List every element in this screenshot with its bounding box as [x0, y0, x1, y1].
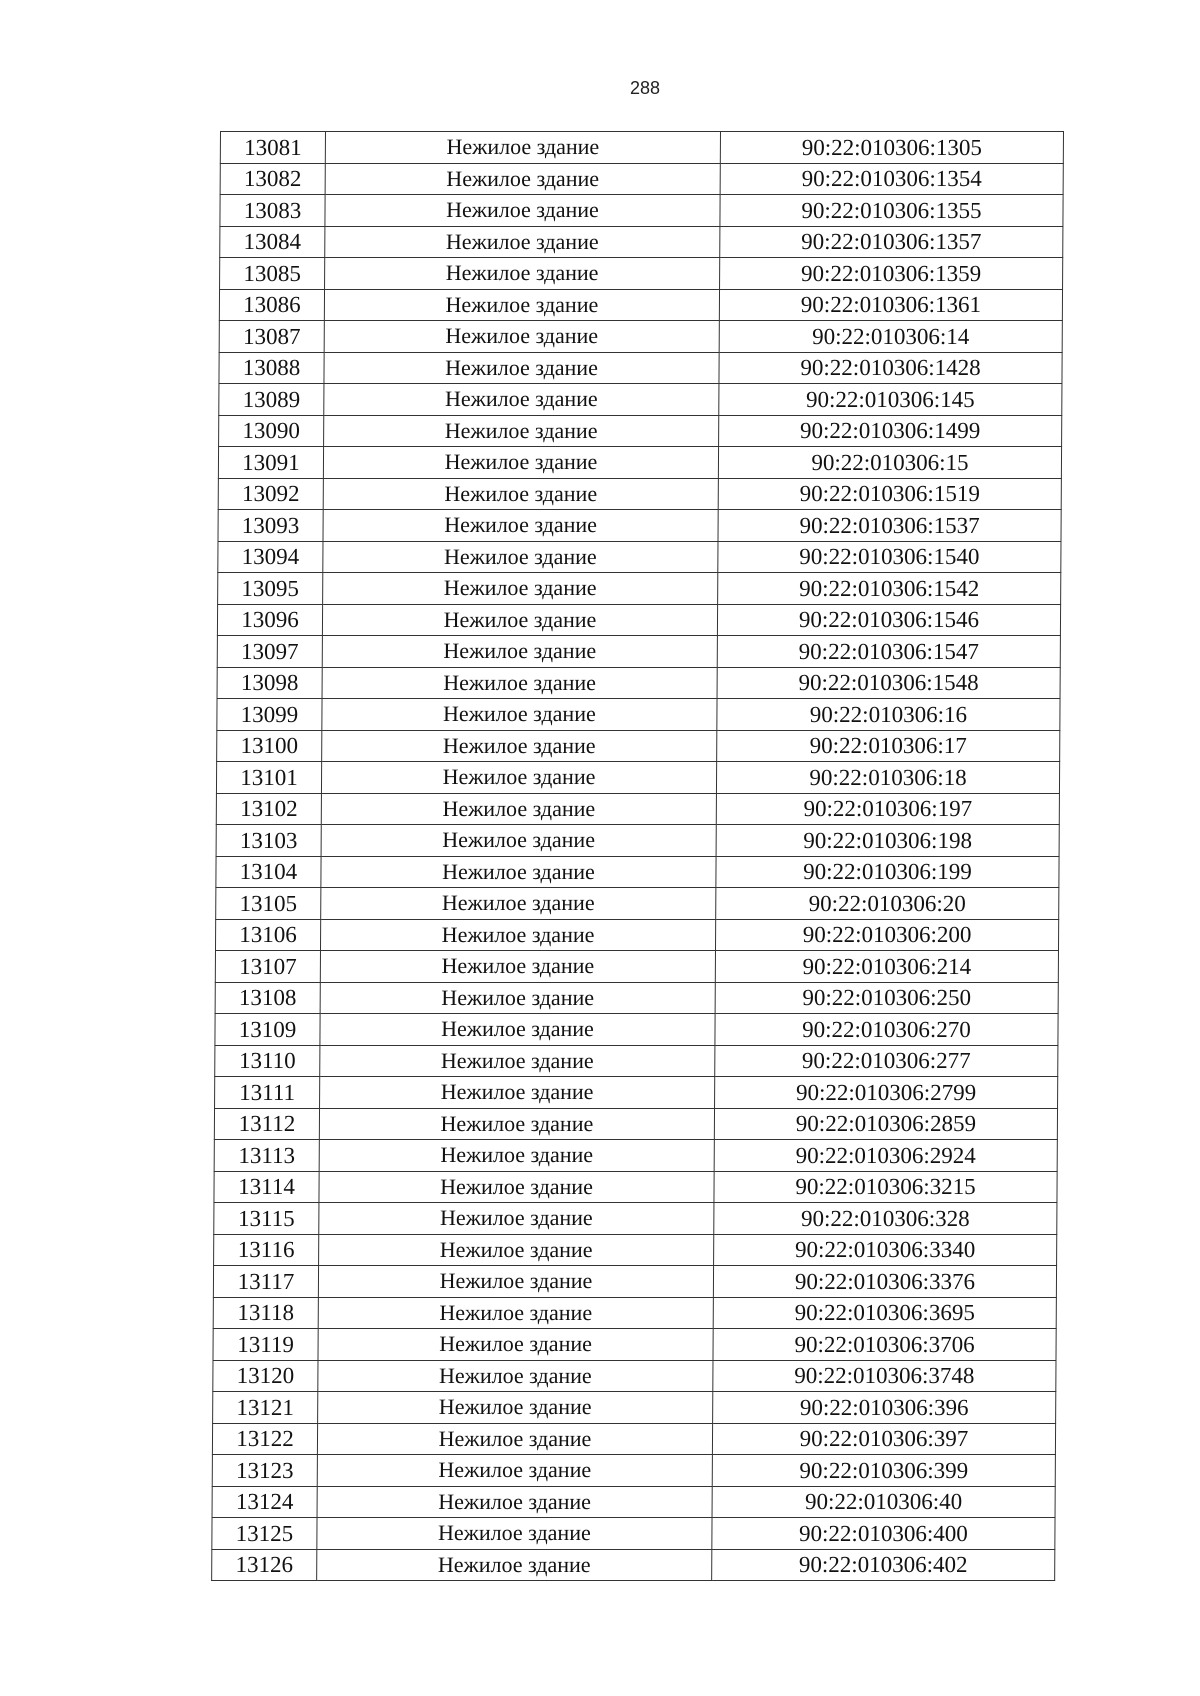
- row-number-cell: 13123: [212, 1455, 317, 1487]
- object-type-cell: Нежилое здание: [318, 1266, 713, 1298]
- table-row: [217, 604, 1060, 636]
- cadastral-number-cell: 90:22:010306:1355: [720, 195, 1063, 227]
- cadastral-number-cell: 90:22:010306:1361: [719, 289, 1062, 321]
- table-row: [218, 447, 1061, 479]
- row-number-cell: 13112: [214, 1108, 319, 1140]
- cadastral-number-cell: 90:22:010306:198: [716, 825, 1059, 857]
- table-row: [215, 951, 1058, 983]
- row-number-cell: 13119: [213, 1329, 318, 1361]
- object-type-cell: Нежилое здание: [325, 258, 720, 290]
- row-number-cell: 13113: [214, 1140, 319, 1172]
- table-row: [214, 1171, 1057, 1203]
- table-row: [213, 1297, 1056, 1329]
- cadastral-number-cell: 90:22:010306:1499: [719, 415, 1062, 447]
- object-type-cell: Нежилое здание: [323, 510, 718, 542]
- cadastral-number-cell: 90:22:010306:1428: [719, 352, 1062, 384]
- cadastral-number-cell: 90:22:010306:1546: [717, 604, 1060, 636]
- row-number-cell: 13115: [214, 1203, 319, 1235]
- table-row: [217, 730, 1060, 762]
- object-type-cell: Нежилое здание: [317, 1455, 712, 1487]
- object-type-cell: Нежилое здание: [322, 636, 717, 668]
- object-type-cell: Нежилое здание: [321, 888, 716, 920]
- table-body: [212, 132, 1064, 1581]
- cadastral-number-cell: 90:22:010306:3695: [713, 1297, 1056, 1329]
- row-number-cell: 13095: [218, 573, 323, 605]
- table-row: [212, 1455, 1055, 1487]
- object-type-cell: Нежилое здание: [324, 352, 719, 384]
- table-row: [219, 289, 1062, 321]
- row-number-cell: 13085: [220, 258, 325, 290]
- object-type-cell: Нежилое здание: [318, 1360, 713, 1392]
- row-number-cell: 13126: [212, 1549, 317, 1581]
- row-number-cell: 13097: [217, 636, 322, 668]
- table-row: [219, 384, 1062, 416]
- cadastral-number-cell: 90:22:010306:396: [713, 1392, 1056, 1424]
- cadastral-number-cell: 90:22:010306:1359: [720, 258, 1063, 290]
- table-row: [216, 888, 1059, 920]
- object-type-cell: Нежилое здание: [319, 1108, 714, 1140]
- row-number-cell: 13104: [216, 856, 321, 888]
- table-row: [216, 793, 1059, 825]
- cadastral-number-cell: 90:22:010306:270: [715, 1014, 1058, 1046]
- table-row: [215, 982, 1058, 1014]
- object-type-cell: Нежилое здание: [322, 667, 717, 699]
- row-number-cell: 13090: [219, 415, 324, 447]
- cadastral-number-cell: 90:22:010306:2859: [714, 1108, 1057, 1140]
- table-row: [218, 478, 1061, 510]
- object-type-cell: Нежилое здание: [320, 951, 715, 983]
- object-type-cell: Нежилое здание: [319, 1203, 714, 1235]
- row-number-cell: 13100: [217, 730, 322, 762]
- row-number-cell: 13107: [215, 951, 320, 983]
- object-type-cell: Нежилое здание: [322, 699, 717, 731]
- object-type-cell: Нежилое здание: [318, 1392, 713, 1424]
- object-type-cell: Нежилое здание: [319, 1140, 714, 1172]
- cadastral-number-cell: 90:22:010306:2924: [714, 1140, 1057, 1172]
- object-type-cell: Нежилое здание: [321, 856, 716, 888]
- row-number-cell: 13096: [217, 604, 322, 636]
- object-type-cell: Нежилое здание: [323, 541, 718, 573]
- table-row: [213, 1392, 1056, 1424]
- cadastral-number-cell: 90:22:010306:199: [716, 856, 1059, 888]
- object-type-cell: Нежилое здание: [319, 1171, 714, 1203]
- table-row: [213, 1360, 1056, 1392]
- table-row: [214, 1203, 1057, 1235]
- row-number-cell: 13106: [215, 919, 320, 951]
- table-row: [215, 919, 1058, 951]
- row-number-cell: 13108: [215, 982, 320, 1014]
- row-number-cell: 13125: [212, 1518, 317, 1550]
- row-number-cell: 13091: [218, 447, 323, 479]
- row-number-cell: 13121: [213, 1392, 318, 1424]
- row-number-cell: 13111: [215, 1077, 320, 1109]
- cadastral-number-cell: 90:22:010306:20: [716, 888, 1059, 920]
- table-row: [212, 1518, 1055, 1550]
- object-type-cell: Нежилое здание: [324, 289, 719, 321]
- cadastral-number-cell: 90:22:010306:200: [715, 919, 1058, 951]
- object-type-cell: Нежилое здание: [317, 1486, 712, 1518]
- row-number-cell: 13088: [219, 352, 324, 384]
- table-row: [217, 636, 1060, 668]
- cadastral-number-cell: 90:22:010306:1542: [718, 573, 1061, 605]
- cadastral-number-cell: 90:22:010306:1548: [717, 667, 1060, 699]
- table-row: [215, 1077, 1058, 1109]
- table-row: [217, 667, 1060, 699]
- table-row: [214, 1140, 1057, 1172]
- object-type-cell: Нежилое здание: [323, 478, 718, 510]
- object-type-cell: Нежилое здание: [317, 1518, 712, 1550]
- object-type-cell: Нежилое здание: [321, 825, 716, 857]
- object-type-cell: Нежилое здание: [322, 604, 717, 636]
- object-type-cell: Нежилое здание: [324, 321, 719, 353]
- row-number-cell: 13098: [217, 667, 322, 699]
- row-number-cell: 13114: [214, 1171, 319, 1203]
- table-row: [220, 258, 1063, 290]
- cadastral-number-cell: 90:22:010306:1357: [720, 226, 1063, 258]
- row-number-cell: 13089: [219, 384, 324, 416]
- cadastral-number-cell: 90:22:010306:277: [715, 1045, 1058, 1077]
- row-number-cell: 13102: [216, 793, 321, 825]
- object-type-cell: Нежилое здание: [317, 1549, 712, 1581]
- row-number-cell: 13087: [219, 321, 324, 353]
- table-row: [212, 1423, 1055, 1455]
- cadastral-number-cell: 90:22:010306:40: [712, 1486, 1055, 1518]
- row-number-cell: 13093: [218, 510, 323, 542]
- table-row: [213, 1266, 1056, 1298]
- object-type-cell: Нежилое здание: [318, 1329, 713, 1361]
- cadastral-number-cell: 90:22:010306:1305: [720, 132, 1063, 164]
- row-number-cell: 13117: [213, 1266, 318, 1298]
- object-type-cell: Нежилое здание: [323, 447, 718, 479]
- cadastral-number-cell: 90:22:010306:1354: [720, 163, 1063, 195]
- cadastral-number-cell: 90:22:010306:1519: [718, 478, 1061, 510]
- cadastral-number-cell: 90:22:010306:3215: [714, 1171, 1057, 1203]
- table-row: [219, 415, 1062, 447]
- object-type-cell: Нежилое здание: [325, 163, 720, 195]
- object-type-cell: Нежилое здание: [324, 415, 719, 447]
- table-row: [213, 1329, 1056, 1361]
- row-number-cell: 13105: [216, 888, 321, 920]
- cadastral-number-cell: 90:22:010306:3748: [713, 1360, 1056, 1392]
- cadastral-number-cell: 90:22:010306:145: [719, 384, 1062, 416]
- table-row: [218, 541, 1061, 573]
- row-number-cell: 13122: [212, 1423, 317, 1455]
- row-number-cell: 13110: [215, 1045, 320, 1077]
- table-row: [220, 195, 1063, 227]
- cadastral-number-cell: 90:22:010306:214: [715, 951, 1058, 983]
- object-type-cell: Нежилое здание: [317, 1423, 712, 1455]
- table-row: [220, 163, 1063, 195]
- object-type-cell: Нежилое здание: [325, 195, 720, 227]
- row-number-cell: 13084: [220, 226, 325, 258]
- table-row: [215, 1045, 1058, 1077]
- cadastral-number-cell: 90:22:010306:3376: [713, 1266, 1056, 1298]
- row-number-cell: 13081: [220, 132, 325, 164]
- row-number-cell: 13118: [213, 1297, 318, 1329]
- row-number-cell: 13094: [218, 541, 323, 573]
- table-row: [220, 132, 1063, 164]
- cadastral-number-cell: 90:22:010306:197: [716, 793, 1059, 825]
- row-number-cell: 13120: [213, 1360, 318, 1392]
- object-type-cell: Нежилое здание: [320, 982, 715, 1014]
- cadastral-number-cell: 90:22:010306:17: [717, 730, 1060, 762]
- table-row: [216, 825, 1059, 857]
- row-number-cell: 13103: [216, 825, 321, 857]
- cadastral-number-cell: 90:22:010306:402: [712, 1549, 1055, 1581]
- cadastral-number-cell: 90:22:010306:397: [712, 1423, 1055, 1455]
- table-row: [215, 1014, 1058, 1046]
- object-type-cell: Нежилое здание: [322, 730, 717, 762]
- row-number-cell: 13083: [220, 195, 325, 227]
- cadastral-number-cell: 90:22:010306:328: [714, 1203, 1057, 1235]
- row-number-cell: 13101: [216, 762, 321, 794]
- object-type-cell: Нежилое здание: [319, 1234, 714, 1266]
- cadastral-number-cell: 90:22:010306:3340: [714, 1234, 1057, 1266]
- row-number-cell: 13124: [212, 1486, 317, 1518]
- table-row: [218, 573, 1061, 605]
- table-row: [216, 762, 1059, 794]
- object-type-cell: Нежилое здание: [325, 132, 720, 164]
- table-row: [220, 226, 1063, 258]
- table-row: [218, 510, 1061, 542]
- table-row: [212, 1549, 1055, 1581]
- cadastral-number-cell: 90:22:010306:2799: [715, 1077, 1058, 1109]
- object-type-cell: Нежилое здание: [325, 226, 720, 258]
- cadastral-number-cell: 90:22:010306:1537: [718, 510, 1061, 542]
- cadastral-number-cell: 90:22:010306:1547: [717, 636, 1060, 668]
- row-number-cell: 13116: [214, 1234, 319, 1266]
- page-number: 288: [629, 78, 661, 98]
- table-row: [216, 856, 1059, 888]
- row-number-cell: 13092: [218, 478, 323, 510]
- cadastral-number-cell: 90:22:010306:1540: [718, 541, 1061, 573]
- row-number-cell: 13082: [220, 163, 325, 195]
- object-type-cell: Нежилое здание: [324, 384, 719, 416]
- cadastral-number-cell: 90:22:010306:399: [712, 1455, 1055, 1487]
- object-type-cell: Нежилое здание: [323, 573, 718, 605]
- table-row: [212, 1486, 1055, 1518]
- cadastral-number-cell: 90:22:010306:18: [716, 762, 1059, 794]
- object-type-cell: Нежилое здание: [320, 1077, 715, 1109]
- table-row: [219, 352, 1062, 384]
- object-type-cell: Нежилое здание: [321, 793, 716, 825]
- object-type-cell: Нежилое здание: [318, 1297, 713, 1329]
- cadastral-number-cell: 90:22:010306:400: [712, 1518, 1055, 1550]
- cadastral-number-cell: 90:22:010306:15: [718, 447, 1061, 479]
- cadastral-number-cell: 90:22:010306:16: [717, 699, 1060, 731]
- cadastral-number-cell: 90:22:010306:3706: [713, 1329, 1056, 1361]
- table-row: [217, 699, 1060, 731]
- row-number-cell: 13086: [219, 289, 324, 321]
- object-type-cell: Нежилое здание: [320, 1014, 715, 1046]
- cadastral-number-cell: 90:22:010306:250: [715, 982, 1058, 1014]
- object-type-cell: Нежилое здание: [320, 919, 715, 951]
- cadastral-number-cell: 90:22:010306:14: [719, 321, 1062, 353]
- object-type-cell: Нежилое здание: [320, 1045, 715, 1077]
- object-type-cell: Нежилое здание: [321, 762, 716, 794]
- registry-table: [211, 131, 1064, 1581]
- row-number-cell: 13099: [217, 699, 322, 731]
- table-row: [214, 1234, 1057, 1266]
- table-row: [219, 321, 1062, 353]
- table-row: [214, 1108, 1057, 1140]
- row-number-cell: 13109: [215, 1014, 320, 1046]
